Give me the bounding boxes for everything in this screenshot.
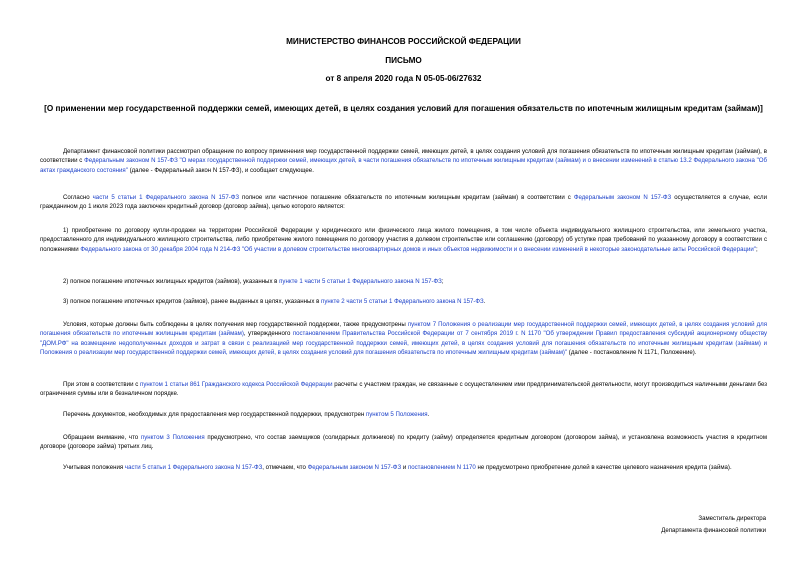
- document-type: ПИСЬМО: [385, 56, 422, 65]
- signature-department: Департамента финансовой политики: [661, 527, 766, 534]
- paragraph-documents: [40, 410, 767, 419]
- paragraph-text: Условия, которые должны быть соблюдены в целях получения мер государственной поддержки, также предусмотрены: [63, 321, 408, 328]
- paragraph-text: .: [483, 298, 486, 305]
- paragraph-text: , отмечаем, что: [262, 464, 308, 471]
- paragraph-text: Обращаем внимание, что: [63, 434, 141, 441]
- document-date-number: от 8 апреля 2020 года N 05-05-06/27632: [325, 74, 482, 83]
- resolution-1170-link[interactable]: постановлением N 1170: [407, 464, 476, 471]
- paragraph-text: , утвержденного: [243, 330, 293, 338]
- paragraph-text: предусмотрено, что состав заемщиков (солидарных должников) по кредиту (займу) определяется кредитным договором (договором займа), и установлена возможность участия в кредитном договоре (договоре займа) третьих лиц.: [40, 434, 768, 451]
- resolution-1170-link[interactable]: постановлением Правительства Российской Федерации от 7 сентября 2019 г. N 1170 "Об утверждении Правил предоставления субсидий акционерному обществу "ДОМ.РФ" на возмещение недополученных доходов и затрат в связи с реализацией мер государственной поддержки семей, имеющих детей, в целях создания условий для погашения обязательств по ипотечным жилищным кредитам (займам) и Положения о реализации мер государственной поддержки семей, имеющих детей, в целях создания условий для погашения обязательств по ипотечным жилищным кредитам (займам)": [40, 330, 767, 357]
- part5-article1-link[interactable]: части 5 статьи 1 Федерального закона N 157-ФЗ: [124, 464, 263, 471]
- paragraph-item-1: [40, 226, 767, 254]
- paragraph-text: расчеты с участием граждан, не связанные с осуществлением ими предпринимательской деятельности, могут производиться наличными деньгами без ограничения суммы или в безналичном порядке.: [40, 381, 768, 398]
- ministry-heading: МИНИСТЕРСТВО ФИНАНСОВ РОССИЙСКОЙ ФЕДЕРАЦИИ: [286, 37, 521, 46]
- paragraph-text: При этом в соответствии с: [63, 381, 141, 388]
- paragraph-text: полное или частичное погашение обязательств по ипотечным жилищным кредитам (займам) в соответствии с: [239, 194, 574, 201]
- law-157-fz-link[interactable]: Федеральным законом N 157-ФЗ: [307, 464, 402, 471]
- paragraph-text: Перечень документов, необходимых для предоставления мер государственной поддержки, предусмотрен: [63, 411, 366, 418]
- paragraph-text: 2) полное погашение ипотечных жилищных кредитов (займов), указанных в: [63, 278, 280, 285]
- part5-article1-link[interactable]: части 5 статьи 1 Федерального закона N 157-ФЗ: [92, 194, 240, 201]
- regulation-item7-link[interactable]: пунктом 7 Положения о реализации мер государственной поддержки семей, имеющих детей, в целях создания условий для погашения обязательств по ипотечным жилищным кредитам (займам): [40, 321, 767, 338]
- law-157-fz-link[interactable]: Федеральным законом N 157-ФЗ: [573, 194, 672, 201]
- law-214-fz-link[interactable]: Федерального закона от 30 декабря 2004 года N 214-ФЗ "Об участии в долевом строительстве многоквартирных домов и иных объектов недвижимости и о внесении изменений в некоторые законодательные акты Российской Федерации": [80, 245, 756, 253]
- paragraph-text: (далее - постановление N 1171, Положение).: [567, 349, 697, 357]
- paragraph-text: ;: [441, 278, 444, 285]
- paragraph-borrowers: [40, 433, 767, 452]
- paragraph-item-2: [40, 277, 767, 286]
- paragraph-text: не предусмотрено приобретение долей в качестве целевого назначения кредита (займа).: [475, 464, 732, 471]
- paragraph-text: Департамент финансовой политики рассмотрел обращение по вопросу применения мер государственной поддержки семей, имеющих детей, в целях создания условий для погашения обязательств по ипотечным жилищным кредитам (займам), в соответствии с: [40, 148, 767, 165]
- paragraph-purpose: [40, 193, 767, 212]
- paragraph-text: .: [427, 411, 430, 418]
- civil-code-861-link[interactable]: пунктом 1 статьи 861 Гражданского кодекса Российской Федерации: [140, 381, 333, 388]
- item1-part5-link[interactable]: пункте 1 части 5 статьи 1 Федерального закона N 157-ФЗ: [279, 278, 442, 285]
- regulation-item3-link[interactable]: пунктом 3 Положения: [140, 434, 205, 441]
- regulation-item5-link[interactable]: пунктом 5 Положения: [365, 411, 428, 418]
- paragraph-intro: [40, 147, 767, 175]
- paragraph-text: осуществляется в случае, если гражданином до 1 июля 2023 года заключен кредитный договор (договор займа), целью которого является:: [40, 194, 767, 211]
- paragraph-shares: [40, 463, 767, 472]
- item2-part5-link[interactable]: пункте 2 части 5 статьи 1 Федерального закона N 157-ФЗ: [321, 298, 484, 305]
- paragraph-conditions: [40, 320, 767, 358]
- law-157-fz-link[interactable]: Федеральным законом N 157-ФЗ "О мерах государственной поддержки семей, имеющих детей, в части погашения обязательств по ипотечным жилищным кредитам (займам) и о внесении изменений в статью 13.2 Федерального закона "Об актах гражданского состояния": [40, 157, 767, 174]
- paragraph-text: 3) полное погашение ипотечных кредитов (займов), ранее выданных в целях, указанных в: [63, 298, 322, 305]
- paragraph-text: 1) приобретение по договору купли-продажи на территории Российской Федерации у юридического или физического лица жилого помещения, в том числе объекта индивидуального жилищного строительства, или земельного участка, предоставленного для индивидуального жилищного строительства, либо приобретение жилого помещения по договору участия в долевом строительстве или соглашению (договору) об уступке прав требований по указанному договору в соответствии с положениями: [40, 227, 767, 253]
- document-title: [О применении мер государственной поддержки семей, имеющих детей, в целях создания условий для погашения обязательств по ипотечным жилищным кредитам (займам)]: [44, 104, 763, 113]
- signature-position: Заместитель директора: [698, 515, 766, 522]
- paragraph-text: (далее - Федеральный закон N 157-ФЗ), и сообщает следующее.: [127, 166, 314, 174]
- paragraph-text: Учитывая положения: [63, 464, 125, 471]
- paragraph-text: Согласно: [63, 194, 93, 201]
- paragraph-text: ;: [755, 245, 758, 253]
- paragraph-civil-code: [40, 380, 767, 399]
- paragraph-item-3: [40, 297, 767, 306]
- paragraph-text: и: [401, 464, 408, 471]
